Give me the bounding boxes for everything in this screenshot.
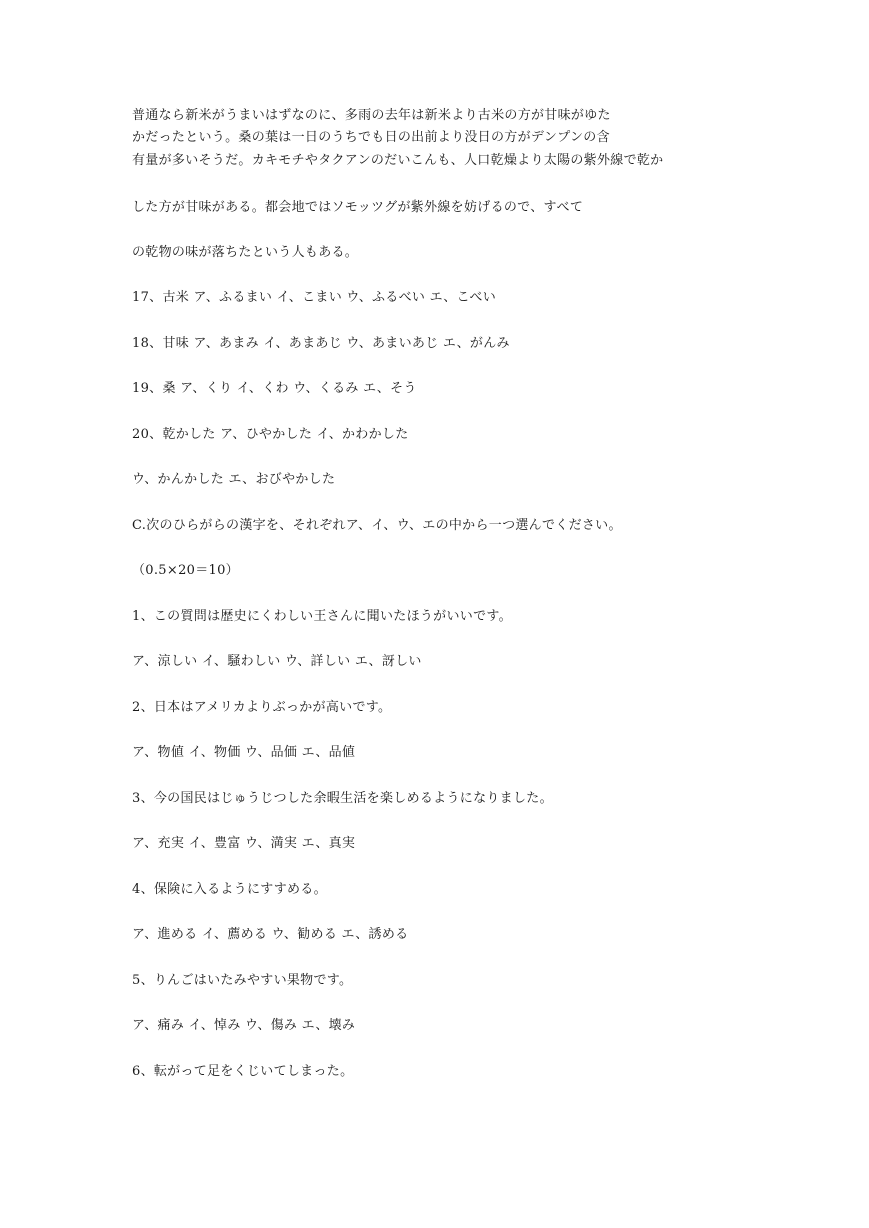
passage-line: かだったという。桑の葉は一日のうちでも日の出前より没日の方がデンプンの含 [132,130,610,145]
kanji-question-3-options: ア、充実 イ、豊富 ウ、満実 エ、真実 [132,836,356,851]
kanji-question-5-options: ア、痛み イ、悼み ウ、傷み エ、壊み [132,1018,356,1033]
question-18: 18、甘味 ア、あまみ イ、あまあじ ウ、あまいあじ エ、がんみ [132,336,510,351]
passage-line: 普通なら新米がうまいはずなのに、多雨の去年は新米より古米の方が甘味がゆた [132,108,611,123]
section-c-instruction: C.次のひらがらの漢字を、それぞれア、イ、ウ、エの中から一つ選んでください。 [132,518,622,533]
passage-line: の乾物の味が落ちたという人もある。 [132,245,359,260]
question-17: 17、古米 ア、ふるまい イ、こまい ウ、ふるべい エ、こべい [132,290,496,305]
kanji-question-1-options: ア、涼しい イ、騒わしい ウ、詳しい エ、訝しい [132,654,422,669]
kanji-question-5: 5、りんごはいたみやすい果物です。 [132,973,353,988]
passage-line: した方が甘味がある。都会地ではソモッツグが紫外線を妨げるので、すべて [132,200,584,215]
kanji-question-4: 4、保険に入るようにすすめる。 [132,882,327,897]
kanji-question-2: 2、日本はアメリカよりぶっかが高いです。 [132,700,392,715]
kanji-question-2-options: ア、物値 イ、物価 ウ、品価 エ、品値 [132,745,356,760]
kanji-question-1: 1、この質問は歴史にくわしい王さんに聞いたほうがいいです。 [132,609,512,624]
question-20: 20、乾かした ア、ひやかした イ、かわかした [132,427,409,442]
kanji-question-4-options: ア、進める イ、薦める ウ、勧める エ、誘める [132,927,409,942]
kanji-question-3: 3、今の国民はじゅうじつした余暇生活を楽しめるようになりました。 [132,791,553,806]
passage-line: 有量が多いそうだ。カキモチやタクアンのだいこんも、人口乾燥より太陽の紫外線で乾か [132,153,664,168]
section-c-score: （0.5×20＝10） [132,563,239,578]
question-20-options: ウ、かんかした エ、おびやかした [132,472,336,487]
kanji-question-6: 6、転がって足をくじいてしまった。 [132,1064,354,1079]
question-19: 19、桑 ア、くり イ、くわ ウ、くるみ エ、そう [132,381,417,396]
